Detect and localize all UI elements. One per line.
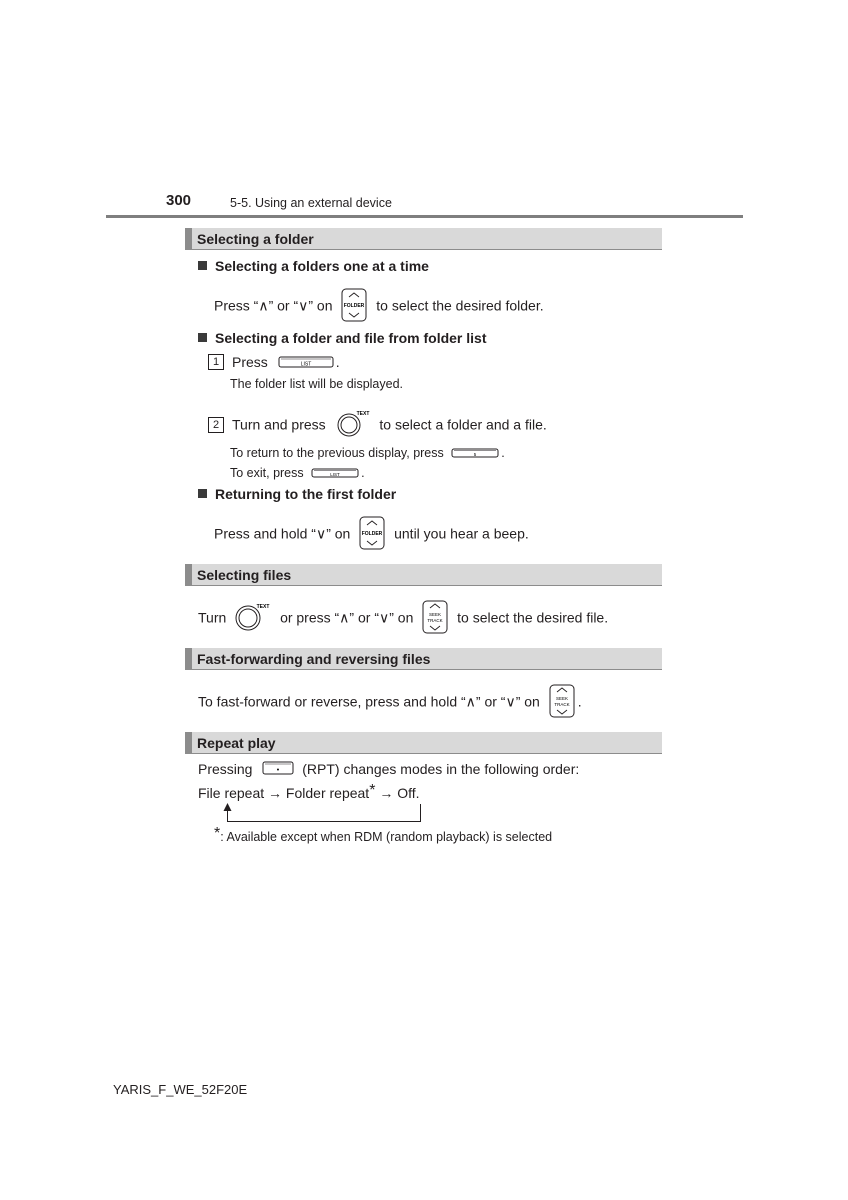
- list-button-icon: [311, 466, 359, 482]
- section-title: Repeat play: [197, 735, 276, 751]
- seek-track-button-icon: [548, 684, 576, 722]
- tune-knob-icon: [336, 410, 372, 442]
- svg-text:TRACK: TRACK: [427, 618, 443, 623]
- folder-instruction: Press “∧” or “∨” on FOLDER to select the desired folder.: [214, 288, 544, 326]
- section-heading-fast-forward: [185, 648, 662, 670]
- files-instruction: Turn TEXT or press “∧” or “∨” on SEEK TRACK to select the desired file.: [198, 600, 608, 638]
- svg-text:5: 5: [473, 451, 477, 457]
- band-accent: [185, 648, 192, 669]
- footnote-star: *: [369, 782, 376, 799]
- square-bullet-icon: [198, 333, 207, 342]
- svg-text:SEEK: SEEK: [555, 696, 568, 701]
- section-title: Selecting a folder: [197, 231, 314, 247]
- svg-text:LIST: LIST: [300, 361, 311, 368]
- section-heading-folder: [185, 228, 662, 250]
- folder-button-icon: [340, 288, 368, 326]
- footnote: *: Available except when RDM (random playback) is selected: [214, 825, 553, 844]
- return-note: To return to the previous display, press 5 .: [230, 446, 505, 460]
- header-rule: [106, 215, 743, 218]
- document-code: YARIS_F_WE_52F20E: [113, 1082, 248, 1097]
- step-number: 2: [208, 417, 224, 433]
- exit-note: To exit, press LIST .: [230, 466, 365, 480]
- step-1: 1 Press LIST .: [208, 353, 340, 372]
- step-2: 2 Turn and press TEXT to select a folder and a file.: [208, 410, 547, 442]
- step-number: 1: [208, 354, 224, 370]
- band-accent: [185, 732, 192, 753]
- folder-button-icon: [358, 516, 386, 554]
- svg-text:FOLDER: FOLDER: [361, 531, 383, 537]
- svg-text:FOLDER: FOLDER: [344, 303, 365, 309]
- square-bullet-icon: [198, 489, 207, 498]
- svg-text:LIST: LIST: [330, 471, 340, 477]
- seek-track-button-icon: [421, 600, 449, 638]
- svg-text:•: •: [277, 767, 280, 775]
- tune-knob-icon: [234, 602, 272, 636]
- subheading-one-at-a-time: Selecting a folders one at a time: [198, 258, 429, 274]
- band-accent: [185, 564, 192, 585]
- section-heading-files: [185, 564, 662, 586]
- footnote-star: *: [214, 825, 221, 842]
- svg-text:TEXT: TEXT: [356, 411, 369, 417]
- section-heading-repeat: [185, 732, 662, 754]
- square-bullet-icon: [198, 261, 207, 270]
- subheading-first-folder: Returning to the first folder: [198, 486, 396, 502]
- subheading-folder-list: Selecting a folder and file from folder list: [198, 330, 487, 346]
- section-reference: 5-5. Using an external device: [230, 196, 392, 210]
- repeat-sequence: File repeat → Folder repeat* → Off.: [198, 782, 420, 801]
- rpt-button-icon: [262, 761, 294, 779]
- svg-text:TEXT: TEXT: [256, 604, 270, 610]
- section-title: Fast-forwarding and reversing files: [197, 651, 431, 667]
- ff-instruction: To fast-forward or reverse, press and hold “∧” or “∨” on SEEK TRACK .: [198, 684, 582, 722]
- back-button-icon: [451, 446, 499, 462]
- section-title: Selecting files: [197, 567, 292, 583]
- band-accent: [185, 228, 192, 249]
- svg-text:TRACK: TRACK: [554, 702, 570, 707]
- list-button-icon: [278, 354, 334, 372]
- repeat-instruction: Pressing • (RPT) changes modes in the following order:: [198, 760, 579, 779]
- first-folder-instruction: Press and hold “∨” on FOLDER until you hear a beep.: [214, 516, 529, 554]
- svg-text:SEEK: SEEK: [429, 612, 442, 617]
- page-number: 300: [166, 192, 192, 209]
- step-1-note: The folder list will be displayed.: [230, 377, 403, 391]
